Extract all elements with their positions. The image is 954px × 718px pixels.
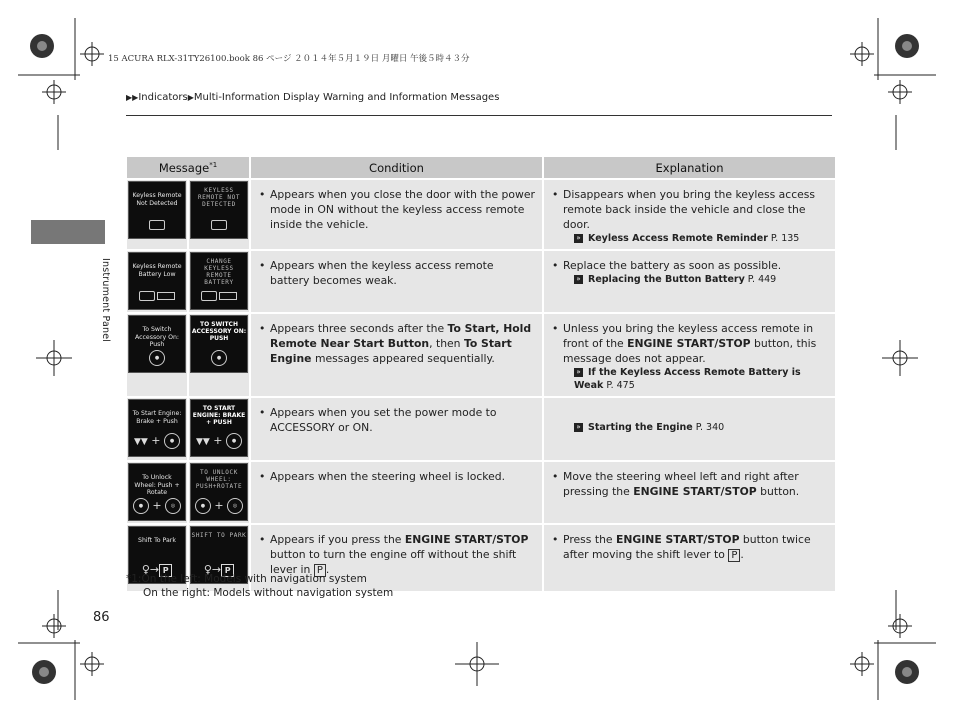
brake-push-icon: ▼▼ + ●	[191, 433, 247, 450]
header-condition: Condition	[251, 157, 542, 178]
breadcrumb	[126, 92, 499, 103]
cross-ref-arrow-icon: »	[574, 368, 583, 377]
bullet-dot-icon: •	[259, 322, 266, 335]
cross-ref-page[interactable]: P. 135	[767, 233, 800, 244]
bullet-dot-icon: •	[552, 259, 559, 272]
table-row	[127, 314, 835, 396]
text-segment: Replace the battery as soon as possible.	[563, 259, 782, 272]
condition-bullet	[259, 405, 536, 435]
screen-message-text: To Unlock Wheel: Push + Rotate	[134, 474, 180, 496]
condition-bullet	[259, 532, 536, 577]
text-segment: messages appeared sequentially.	[311, 352, 495, 365]
message-image-no-nav	[189, 462, 249, 523]
cross-reference[interactable]	[552, 366, 829, 392]
bullet-dot-icon: •	[259, 470, 266, 483]
explanation-text	[563, 321, 829, 366]
text-segment: Appears when the steering wheel is locked.	[270, 470, 506, 483]
cross-ref-arrow-icon: »	[574, 275, 583, 284]
text-segment: ENGINE START/STOP	[616, 533, 740, 546]
display-screen	[190, 181, 248, 239]
section-tab	[31, 220, 105, 244]
explanation-text	[563, 532, 829, 562]
screen-message-text: KEYLESS REMOTE NOT DETECTED	[197, 187, 241, 208]
display-screen	[190, 315, 248, 373]
cross-ref-page[interactable]: P. 340	[692, 422, 725, 433]
screen-message-text: Keyless Remote Not Detected	[132, 192, 182, 207]
display-screen	[128, 252, 186, 310]
message-image-nav	[127, 251, 187, 312]
condition-text	[270, 532, 536, 577]
condition-cell	[251, 398, 542, 460]
text-segment: .	[325, 563, 330, 576]
header-message: Message$^{*1}$	[127, 157, 249, 178]
header-rule	[126, 115, 832, 116]
text-segment: ENGINE START/STOP	[633, 485, 757, 498]
cross-ref-title[interactable]: Replacing the Button Battery	[588, 274, 745, 285]
bullet-dot-icon: •	[259, 533, 266, 546]
engine-start-button-icon: ●	[129, 350, 185, 366]
explanation-bullet	[552, 321, 829, 366]
fob-icon	[191, 217, 247, 232]
cross-ref-page[interactable]: P. 475	[603, 380, 635, 391]
cross-ref-arrow-icon: »	[574, 234, 583, 243]
explanation-bullet	[552, 469, 829, 499]
display-screen	[128, 315, 186, 373]
fob-icon	[129, 217, 185, 232]
text-segment: Unless you bring the keyless access remote in front of the	[563, 322, 814, 350]
text-segment: Appears when the keyless access remote battery becomes weak.	[270, 259, 494, 287]
brake-push-icon: ▼▼ + ●	[129, 433, 185, 450]
explanation-cell	[544, 180, 835, 249]
bullet-dot-icon: •	[552, 533, 559, 546]
shift-park-icon: ♀→ P	[191, 562, 247, 577]
cross-ref-arrow-icon: »	[574, 423, 583, 432]
condition-text	[270, 321, 536, 366]
page-number: 86	[93, 610, 110, 625]
fob-battery-icon	[129, 288, 185, 303]
condition-cell	[251, 180, 542, 249]
section-label: Instrument Panel	[100, 258, 111, 343]
condition-text	[270, 258, 536, 288]
explanation-cell	[544, 398, 835, 460]
table-row	[127, 251, 835, 312]
table-row	[127, 462, 835, 523]
message-image-nav	[127, 180, 187, 249]
condition-cell	[251, 314, 542, 396]
condition-bullet	[259, 187, 536, 232]
cross-ref-title[interactable]: If the Keyless Access Remote Battery is Weak	[574, 367, 801, 391]
header-explanation: Explanation	[544, 157, 835, 178]
cross-reference[interactable]	[552, 421, 829, 434]
footnote-line-2: On the right: Models without navigation system	[143, 587, 394, 599]
bullet-dot-icon: •	[259, 406, 266, 419]
text-segment: Appears when you close the door with the power mode in ON without the keyless access remote inside the vehicle.	[270, 188, 535, 231]
text-segment: ENGINE START/STOP	[404, 533, 529, 546]
screen-message-text: CHANGE KEYLESS REMOTE BATTERY	[204, 258, 234, 286]
shift-park-icon: ♀→ P	[129, 562, 185, 577]
text-segment: Appears when you set the power mode to ACCESSORY or ON.	[270, 406, 497, 434]
condition-cell	[251, 251, 542, 312]
explanation-text	[563, 187, 829, 232]
explanation-bullet	[552, 258, 829, 273]
screen-message-text: TO UNLOCK WHEEL: PUSH+ROTATE	[195, 469, 243, 490]
message-image-nav	[127, 314, 187, 396]
breadcrumb-separator-icon: ▶	[187, 93, 194, 102]
explanation-cell	[544, 462, 835, 523]
message-image-no-nav	[189, 314, 249, 396]
explanation-text	[563, 469, 829, 499]
display-screen	[128, 399, 186, 457]
display-screen	[128, 181, 186, 239]
message-image-no-nav	[189, 398, 249, 460]
screen-message-text: To Start Engine: Brake + Push	[132, 410, 182, 425]
message-image-no-nav	[189, 180, 249, 249]
fob-battery-icon	[191, 288, 247, 303]
table-row	[127, 398, 835, 460]
condition-text	[270, 469, 505, 484]
text-segment: button.	[756, 485, 800, 498]
condition-bullet	[259, 469, 536, 484]
cross-ref-title[interactable]: Starting the Engine	[588, 422, 693, 433]
bullet-dot-icon: •	[552, 470, 559, 483]
text-segment: .	[740, 548, 744, 561]
screen-message-text: TO SWITCH ACCESSORY ON: PUSH	[191, 321, 247, 342]
header-footnote-mark: *1	[209, 160, 218, 169]
display-screen	[190, 399, 248, 457]
text-segment: button twice after moving the shift lever to	[563, 533, 811, 561]
table-row	[127, 180, 835, 249]
condition-text	[270, 187, 536, 232]
steering-wheel-icon: ● + ◎	[191, 498, 247, 514]
condition-bullet	[259, 321, 536, 366]
text-segment: button to turn the engine off without the shift lever in	[270, 548, 517, 576]
text-segment: Appears three seconds after the	[270, 322, 448, 335]
text-segment: Press the	[563, 533, 616, 546]
footnote-line-1: *1:On the left: Models with navigation system	[126, 573, 367, 585]
text-segment: To Start, Hold Remote Near Start Button	[270, 322, 532, 350]
display-screen	[190, 252, 248, 310]
explanation-text	[563, 258, 781, 273]
screen-message-text: To Switch Accessory On: Push	[134, 326, 180, 348]
park-key-icon: P	[728, 549, 740, 562]
screen-message-text: SHIFT TO PARK	[191, 532, 247, 539]
breadcrumb-part1: Indicators	[138, 92, 188, 103]
breadcrumb-part2: Multi-Information Display Warning and Information Messages	[193, 92, 500, 103]
explanation-bullet	[552, 187, 829, 232]
engine-start-button-icon: ●	[191, 350, 247, 366]
cross-reference[interactable]	[552, 232, 829, 245]
condition-cell	[251, 462, 542, 523]
steering-wheel-icon: ● + ◎	[129, 498, 185, 514]
bullet-dot-icon: •	[259, 259, 266, 272]
screen-message-text: TO START ENGINE: BRAKE + PUSH	[192, 405, 246, 426]
explanation-cell	[544, 525, 835, 591]
bullet-dot-icon: •	[552, 322, 559, 335]
screen-message-text: Shift To Park	[138, 537, 176, 544]
text-segment: button, this message does not appear.	[563, 337, 817, 365]
cross-ref-page[interactable]: P. 449	[744, 274, 777, 285]
print-header: 15 ACURA RLX-31TY26100.book 86 ページ ２０１４年５月１９日 月曜日 午後５時４３分	[108, 54, 470, 64]
park-key-icon: P	[314, 564, 326, 577]
explanation-cell	[544, 314, 835, 396]
text-segment: , then	[429, 337, 464, 350]
message-table	[125, 155, 837, 593]
text-segment: To Start Engine	[270, 337, 512, 365]
message-image-nav	[127, 398, 187, 460]
condition-bullet	[259, 258, 536, 288]
cross-reference[interactable]	[552, 273, 829, 286]
message-image-nav	[127, 462, 187, 523]
text-segment: ENGINE START/STOP	[627, 337, 751, 350]
breadcrumb-arrows-icon: ▶▶	[126, 93, 139, 102]
condition-text	[270, 405, 536, 435]
text-segment: Move the steering wheel left and right after pressing the	[563, 470, 799, 498]
cross-ref-title[interactable]: Keyless Access Remote Reminder	[588, 233, 768, 244]
table-header-row	[127, 157, 835, 178]
screen-message-text: Keyless Remote Battery Low	[132, 263, 182, 278]
bullet-dot-icon: •	[259, 188, 266, 201]
explanation-cell	[544, 251, 835, 312]
text-segment: Appears if you press the	[270, 533, 405, 546]
display-screen	[128, 463, 186, 521]
explanation-bullet	[552, 532, 829, 562]
display-screen	[190, 463, 248, 521]
bullet-dot-icon: •	[552, 188, 559, 201]
message-image-no-nav	[189, 251, 249, 312]
text-segment: Disappears when you bring the keyless access remote back inside the vehicle and close the door.	[563, 188, 816, 231]
